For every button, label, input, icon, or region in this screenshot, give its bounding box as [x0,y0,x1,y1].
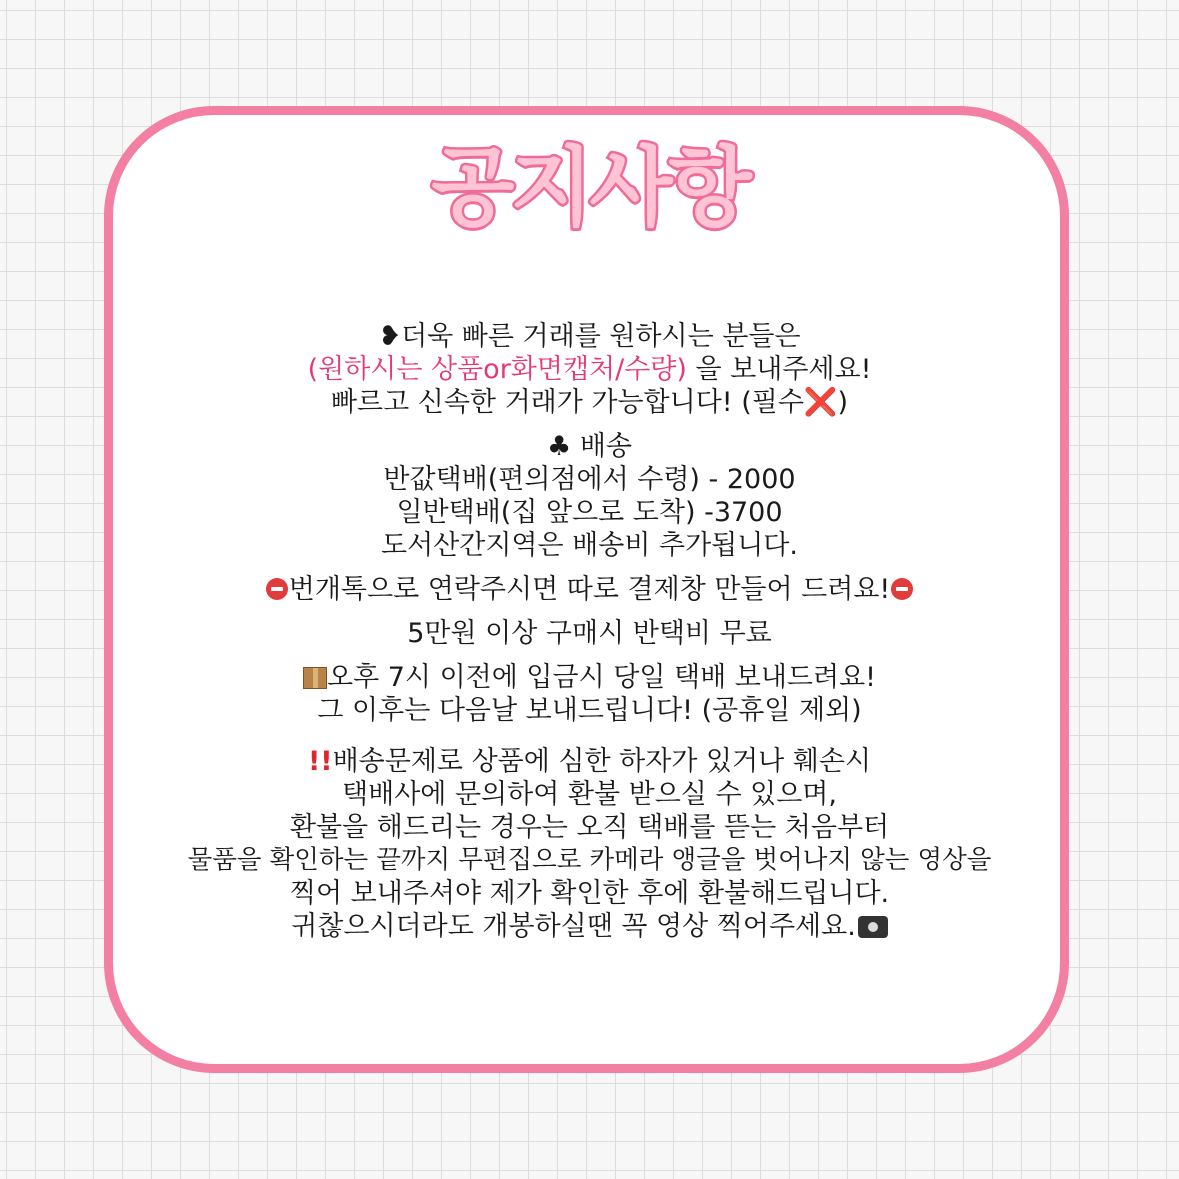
notice-content [104,320,1075,954]
dispatch-time-section [104,661,1075,727]
fast-trade-line3: 빠르고 신속한 거래가 가능합니다! (필수 [330,387,804,418]
fast-trade-section [104,320,1075,419]
heart-bullet-icon: ❥ [378,321,402,352]
package-icon [303,667,327,689]
shipping-line: 도서산간지역은 배송비 추가됩니다. [381,530,798,561]
cross-mark-icon: ❌ [803,387,838,418]
no-entry-icon [891,578,913,600]
shipping-heading: 배송 [579,431,632,462]
no-entry-icon [266,578,288,600]
page-title: 공지사항 [431,138,748,238]
dispatch-line1: 오후 7시 이전에 입금시 당일 택배 보내드려요! [327,662,876,693]
refund-section [104,745,1075,943]
required-info-highlight: (원하시는 상품or화면캡처/수량) [307,354,687,385]
refund-line: 찍어 보내주셔야 제가 확인한 후에 환불해드립니다. [289,878,890,909]
chat-payment-text: 번개톡으로 연락주시면 따로 결제창 만들어 드려요! [288,574,891,605]
shipping-line: 반값택배(편의점에서 수령) - 2000 [383,464,796,495]
camera-icon [858,916,888,938]
fast-trade-line1: 더욱 빠른 거래를 원하시는 분들은 [401,321,801,352]
club-icon: ♣ [547,431,572,462]
refund-line: 환불을 해드리는 경우는 오직 택배를 뜯는 처음부터 [289,812,890,843]
free-shipping-text: 5만원 이상 구매시 반택비 무료 [407,618,772,649]
refund-line: 물품을 확인하는 끝까지 무편집으로 카메라 앵글을 벗어나지 않는 영상을 [187,845,992,875]
fast-trade-line2: 을 보내주세요! [686,354,872,385]
shipping-line: 일반택배(집 앞으로 도착) -3700 [396,497,783,528]
dispatch-line2: 그 이후는 다음날 보내드립니다! (공휴일 제외) [317,695,862,726]
free-shipping-section [104,617,1075,650]
refund-line: 귀찮으시더라도 개봉하실땐 꼭 영상 찍어주세요. [291,911,856,942]
chat-payment-section [104,573,1075,606]
fast-trade-line3-end: ) [837,387,849,418]
double-exclamation-icon: !! [307,746,333,777]
refund-line: 배송문제로 상품에 심한 하자가 있거나 훼손시 [332,746,872,777]
shipping-section [104,430,1075,562]
refund-line: 택배사에 문의하여 환불 받으실 수 있으며, [342,779,837,810]
